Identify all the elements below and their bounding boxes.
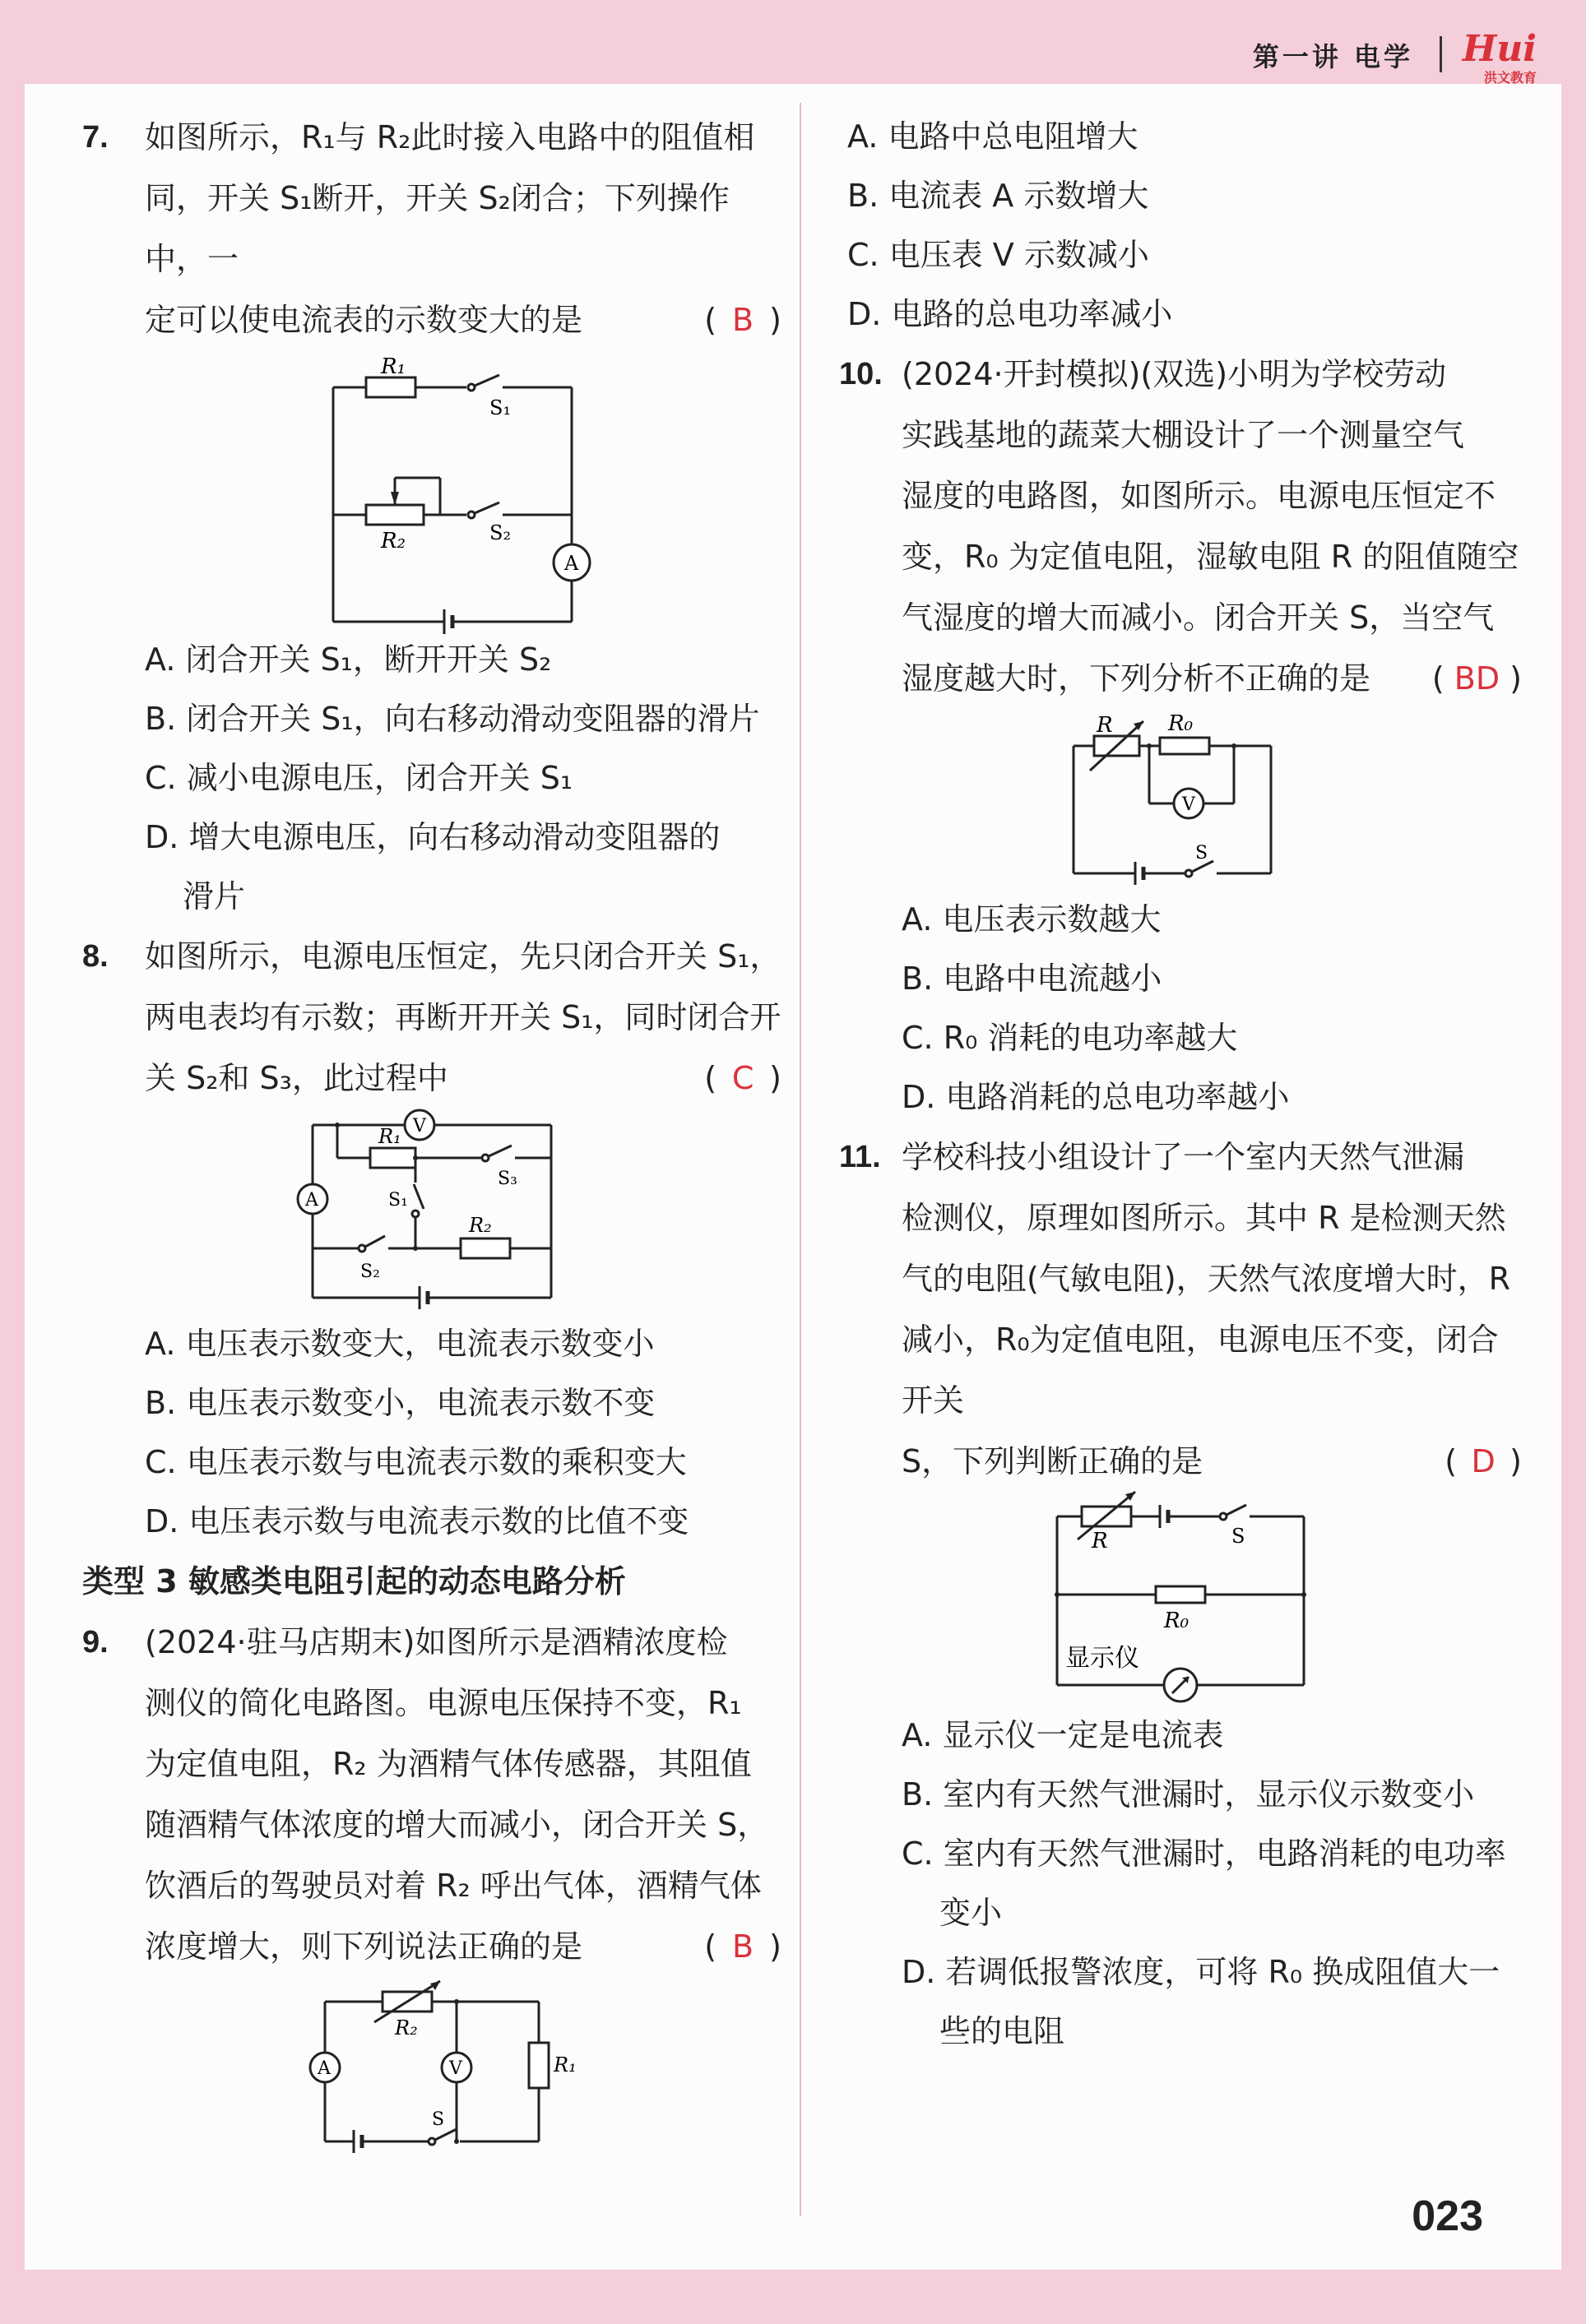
header-separator (1440, 36, 1442, 72)
question-10-line (902, 648, 1522, 709)
label-voltmeter: V (413, 1116, 426, 1137)
label-r2: R₂ (395, 2016, 418, 2039)
question-7 (82, 107, 781, 350)
label-ammeter: A (564, 552, 579, 575)
left-column (82, 107, 781, 2166)
option-d: D. 电路的总电功率减小 (847, 296, 1173, 332)
question-11-line: 气的电阻(气敏电阻)，天然气浓度增大时，R (902, 1261, 1511, 1297)
question-number: 7. (82, 120, 109, 155)
page (25, 25, 1561, 2270)
option-b: B. 闭合开关 S₁，向右移动滑动变阻器的滑片 (145, 701, 760, 737)
label-r1: R₁ (554, 2053, 577, 2076)
question-11-line: 学校科技小组设计了一个室内天然气泄漏 (902, 1139, 1465, 1175)
option-d: D. 电路消耗的总电功率越小 (902, 1079, 1290, 1115)
logo-mark: Hui (1462, 28, 1537, 70)
answer: C (731, 1060, 754, 1096)
label-display-meter: 显示仪 (1065, 1644, 1139, 1673)
question-10-line: 气湿度的增大而减小。闭合开关 S，当空气 (902, 600, 1495, 636)
circuit-figure-q10 (1057, 709, 1304, 890)
option-d: D. 若调低报警浓度，可将 R₀ 换成阻值大一 (902, 1954, 1500, 1990)
label-r1: R₁ (378, 1125, 401, 1148)
circuit-figure-q9 (292, 1977, 577, 2166)
answer-bracket: ( D ) (1445, 1431, 1522, 1492)
label-ammeter: A (305, 1190, 318, 1211)
label-s1: S₁ (388, 1190, 408, 1211)
option-b: B. 电压表示数变小，电流表示数不变 (145, 1385, 656, 1421)
option-a: A. 显示仪一定是电流表 (902, 1717, 1224, 1753)
answer-bracket: ( B ) (704, 289, 781, 350)
option-c: C. 电压表 V 示数减小 (847, 237, 1149, 273)
question-number: 8. (82, 939, 109, 974)
option-c: C. 减小电源电压，闭合开关 S₁ (145, 760, 573, 796)
question-7-line-text: 定可以使电流表的示数变大的是 (145, 302, 583, 338)
question-9-line: 饮酒后的驾驶员对着 R₂ 呼出气体，酒精气体 (145, 1868, 762, 1904)
circuit-figure-q7 (284, 350, 580, 630)
option-d-continued: 些的电阻 (939, 2013, 1065, 2049)
option-c: C. 室内有天然气泄漏时，电路消耗的电功率 (902, 1836, 1506, 1872)
label-r: R (1092, 1529, 1108, 1553)
question-10-line: 变，R₀ 为定值电阻，湿敏电阻 R 的阻值随空 (902, 539, 1519, 575)
column-divider (800, 103, 801, 2216)
question-9-line (145, 1916, 781, 1977)
question-10 (839, 344, 1522, 709)
label-r2: R₂ (469, 1214, 492, 1237)
question-11-line-text: S，下列判断正确的是 (902, 1443, 1203, 1479)
label-s2: S₂ (360, 1262, 380, 1282)
page-number: 023 (1412, 2192, 1483, 2240)
answer-bracket: ( C ) (704, 1048, 781, 1109)
option-a: A. 电压表示数变大，电流表示数变小 (145, 1326, 655, 1362)
option-c: C. 电压表示数与电流表示数的乘积变大 (145, 1444, 687, 1480)
question-7-line (145, 289, 781, 350)
question-10-line: (2024·开封模拟)(双选)小明为学校劳动 (902, 356, 1447, 392)
option-d: D. 电压表示数与电流表示数的比值不变 (145, 1503, 689, 1539)
answer-bracket: ( BD ) (1432, 648, 1522, 709)
label-r0: R₀ (1164, 1609, 1189, 1633)
question-10-line: 实践基地的蔬菜大棚设计了一个测量空气 (902, 417, 1465, 453)
logo-text: 洪文教育 (1483, 70, 1537, 86)
circuit-figure-q11 (1041, 1492, 1320, 1706)
question-8-line: 两电表均有示数；再断开开关 S₁，同时闭合开 (145, 999, 781, 1035)
circuit-figure-q8 (296, 1109, 568, 1314)
question-10-line-text: 湿度越大时，下列分析不正确的是 (902, 660, 1371, 697)
option-a: A. 电压表示数越大 (902, 901, 1162, 937)
section-heading: 类型 3 敏感类电阻引起的动态电路分析 (82, 1563, 626, 1599)
answer: B (732, 1928, 754, 1965)
question-7-line: 同，开关 S₁断开，开关 S₂闭合；下列操作中，一 (145, 180, 730, 277)
header-title: 第一讲 电学 (1252, 41, 1413, 72)
answer: BD (1454, 660, 1500, 697)
label-s1: S₁ (489, 396, 512, 419)
question-9-line: 测仪的简化电路图。电源电压保持不变，R₁ (145, 1685, 742, 1721)
question-8 (82, 926, 781, 1109)
label-s: S (1195, 843, 1208, 863)
option-b: B. 电路中电流越小 (902, 961, 1162, 997)
option-d: D. 增大电源电压，向右移动滑动变阻器的 (145, 819, 721, 855)
question-10-line: 湿度的电路图，如图所示。电源电压恒定不 (902, 478, 1496, 514)
option-b: B. 电流表 A 示数增大 (847, 178, 1149, 214)
question-8-line (145, 1048, 781, 1109)
option-d-continued: 滑片 (183, 878, 246, 914)
answer: B (732, 302, 754, 338)
label-r0: R₀ (1168, 711, 1193, 736)
answer: D (1471, 1443, 1496, 1479)
question-11-line (902, 1431, 1522, 1492)
question-number: 9. (82, 1625, 109, 1660)
label-s2: S₂ (489, 521, 512, 544)
question-11-line: 减小，R₀为定值电阻，电源电压不变，闭合开关 (902, 1322, 1499, 1419)
question-9-line: 随酒精气体浓度的增大而减小，闭合开关 S， (145, 1807, 769, 1843)
label-s: S (1231, 1525, 1245, 1548)
answer-bracket: ( B ) (704, 1916, 781, 1977)
label-voltmeter: V (1182, 794, 1195, 815)
question-9-line: (2024·驻马店期末)如图所示是酒精浓度检 (145, 1624, 728, 1660)
right-column (839, 107, 1522, 2061)
question-11-line: 检测仪，原理如图所示。其中 R 是检测天然 (902, 1200, 1506, 1236)
question-9 (82, 1612, 781, 1977)
label-r: R (1097, 713, 1113, 738)
question-11 (839, 1127, 1522, 1492)
label-r1: R₁ (381, 354, 406, 379)
question-9-line: 为定值电阻，R₂ 为酒精气体传感器，其阻值 (145, 1746, 752, 1782)
question-7-line: 如图所示，R₁与 R₂此时接入电路中的阻值相 (145, 119, 755, 155)
question-9-line-text: 浓度增大，则下列说法正确的是 (145, 1928, 583, 1965)
label-r2: R₂ (381, 529, 406, 553)
option-a: A. 电路中总电阻增大 (847, 118, 1138, 155)
label-s: S (432, 2109, 445, 2130)
option-a: A. 闭合开关 S₁，断开开关 S₂ (145, 641, 552, 678)
label-ammeter: A (318, 2058, 331, 2079)
label-voltmeter: V (449, 2058, 462, 2079)
question-8-line: 如图所示，电源电压恒定，先只闭合开关 S₁， (145, 938, 781, 975)
label-s3: S₃ (498, 1169, 517, 1189)
option-c-continued: 变小 (939, 1895, 1003, 1931)
option-b: B. 室内有天然气泄漏时，显示仪示数变小 (902, 1776, 1475, 1812)
question-8-line-text: 关 S₂和 S₃，此过程中 (145, 1060, 448, 1096)
option-c: C. R₀ 消耗的电功率越大 (902, 1020, 1238, 1056)
question-number: 11. (839, 1140, 881, 1174)
question-number: 10. (839, 357, 883, 391)
